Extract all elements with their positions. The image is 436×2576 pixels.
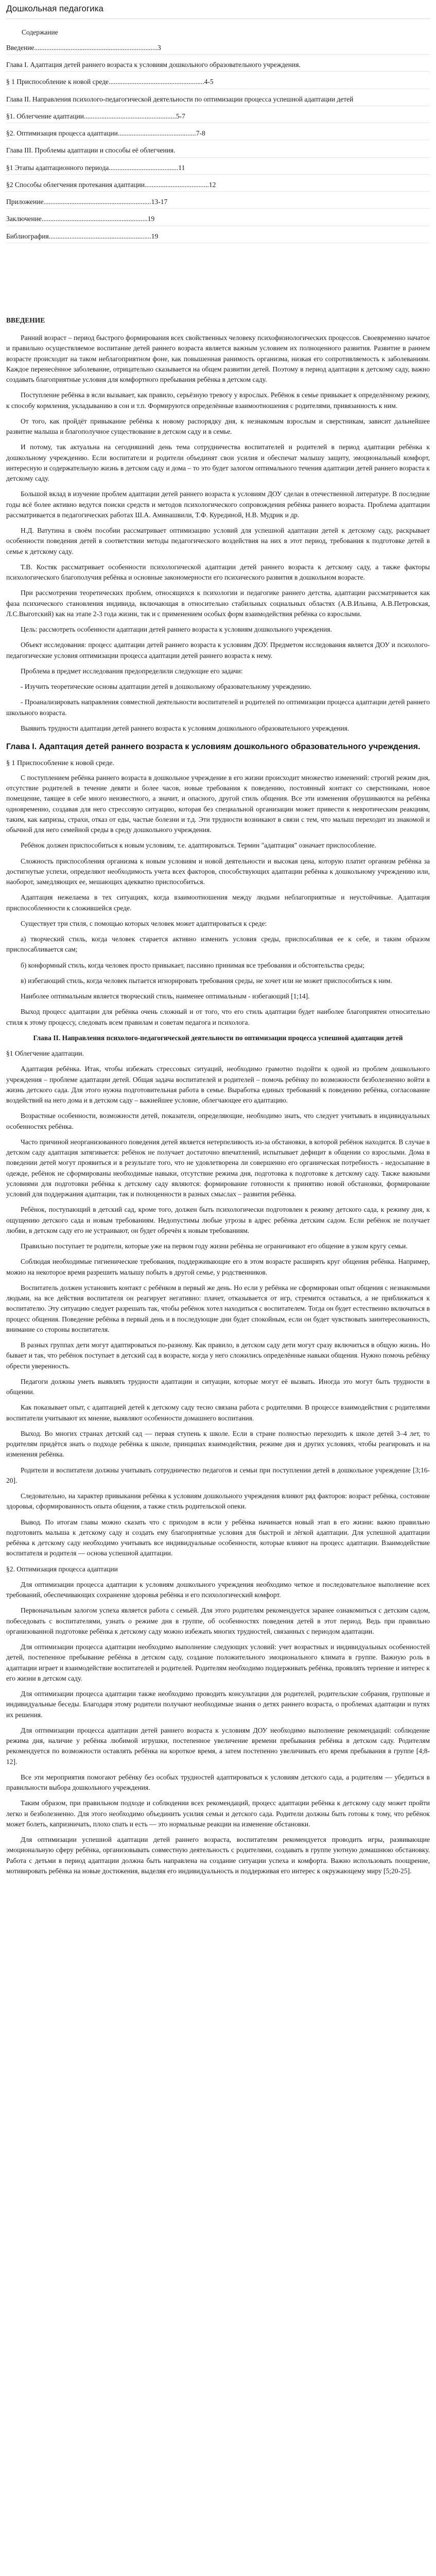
paragraph: Воспитатель должен установить контакт с ребёнком в первый же день. Но если у ребёнка не сформирован опыт общения с незнакомыми людьми, на все действия воспитателя он реагирует негативно: плачет, отказывается от игр, стремится оставаться, а не приближаться к воспитателю. Эту ситуацию следует разрешать так, чтобы ребёнок хотел находиться с воспитателем. Тогда он будет естественно включаться в процесс общения. Поведение ребёнка в первый день и в последующие дни будет спокойным, если он будет чувствовать заинтересованность, внимание со стороны воспитателя. — [6, 1283, 430, 1333]
paragraph: Первоначальным залогом успеха является работа с семьёй. Для этого родителям рекомендуется заранее ознакомиться с детским садом, побеседовать с воспитателями, узнать о режиме дня в группе, об особенностях поведения детей в этот период. Ведь при правильно организованной подготовке ребёнка к детскому саду можно избежать многих трудностей, связанных с периодом адаптации. — [6, 1606, 430, 1635]
paragraph: Выход процесс адаптации для ребёнка очень сложный и от того, что его стиль адаптации будет наиболее благоприятен относительно стиля к этому процессу, следовать всем правилам и советам педагога и психолога. — [6, 1008, 430, 1026]
document-content — [6, 27, 430, 1877]
paragraph: а) творческий стиль, когда человек старается активно изменить условия среды, приспосабливая ее к себе, и таким образом приспосабливается сам; — [6, 935, 430, 954]
paragraph: в) избегающий стиль, когда человек пытается игнорировать требования среды, не хочет или не может приспособиться к ним. — [21, 976, 392, 985]
paragraph: Адаптация ребёнка. Итак, чтобы избежать стрессовых ситуаций, необходимо грамотно подойти к одной из проблем дошкольного учреждения – проблеме адаптации детей. Общая задача воспитателей и родителей – помочь ребёнку по возможности безболезненно войти в жизнь детского сада. Для этого нужна подготовительная работа в семье. Выработка единых требований к поведению ребёнка, согласование воздействий на него дома и в детском саду – важнейшее условие, облегчающее его адаптацию. — [6, 1065, 430, 1105]
paragraph: Правильно поступает те родители, которые уже на первом году жизни ребёнка не ограничивают его общение в узком кругу семьи. — [21, 1242, 408, 1250]
paragraph: Часто причиной неорганизованного поведения детей является нетерпеливость из-за обстановки, в которой ребёнок находится. В случае в детском саду адаптация затягивается: ребёнок не получает достаточно впечатлений, испытывает дефицит в общении со взрослыми. Дома в поведении детей могут проявиться и в результате того, что не удовлетворена ли совершенно его органическая потребность - недосыпание в одежде, ребёнок не сформированы необходимые навыки, отсутствие режима дня, подготовка к подготовке к детскому саду. Также важными условиями для подготовки ребёнка к детскому саду являются: формирование готовности к принятию новой обстановки, формирование условий для поддержания адаптации, так и полноценности в разных смыслах – развития ребёнка. — [6, 1138, 430, 1198]
paragraph: Цель: рассмотреть особенности адаптации детей раннего возраста к условиям дошкольного учреждения. — [21, 625, 332, 633]
chapter-2-section-2-body — [6, 1580, 430, 1876]
paragraph: Для оптимизации процесса адаптации необходимо выполнение следующих условий: учет возрастных и индивидуальных особенностей детей, постепенное пребывание ребёнка в детском саду, создание положительного эмоционального климата в группе. Важную роль в адаптации играет и взаимодействие воспитателей и родителей. Родителям необходимо поддерживать ребёнка, проявлять терпение и интерес к его жизни в детском саду. — [6, 1643, 430, 1682]
paragraph: Большой вклад в изучение проблем адаптации детей раннего возраста к условиям ДОУ сделан в отечественной литературе. В последние годы всё более активно ведутся поиски средств и методов психологического сопровождения ребёнка раннего возраста. Проблема адаптации рассматривается в педагогических работах Ш.А. Аминашвили, Т.Ф. Курединой, Н.В. Мудрик и др. — [6, 490, 430, 519]
intro-section — [6, 333, 430, 734]
paragraph: С поступлением ребёнка раннего возраста в дошкольное учреждение в его жизни происходит множество изменений: строгий режим дня, отсутствие родителей в течение девяти и более часов, новые требования к поведению, постоянный контакт со сверстниками, новое помещение, таящее в себе много неизвестного, а значит, и опасного, другой стиль общения. Все эти изменения обрушиваются на ребёнка одновременно, создавая для него стрессовую ситуацию, которая без специальной организации может привести к невротическим реакциям, таким, как капризы, страхи, отказ от еды, частые болезни и т.д. Эти трудности возникают в связи с тем, что малыш переходит из знакомой и обычной для него семейной среды в среду дошкольного учреждения. — [6, 773, 430, 834]
paragraph: Для оптимизации успешной адаптации детей раннего возраста, воспитателям рекомендуется проводить игры, развивающие эмоциональную сферу ребёнка, организовывать совместную деятельность с родителями, создавать в группе уютную домашнюю обстановку. Работа с детьми в период адаптации должна быть направлена на создание ситуации успеха и комфорта. Важно использовать поощрение, мотивировать ребёнка на новые достижения, выделяя его индивидуальность и поддерживая его интерес к окружающему миру [5;20-25]. — [6, 1836, 430, 1875]
paragraph: Объект исследования: процесс адаптации детей раннего возраста к условиям ДОУ. Предметом исследования является ДОУ и психолого-педагогические условия оптимизации процесса адаптации детей раннего возраста к нему. — [6, 641, 430, 659]
intro-heading: ВВЕДЕНИЕ — [6, 316, 45, 324]
toc-item: Глава I. Адаптация детей раннего возраста к условиям дошкольного образовательного учреждения. — [6, 60, 430, 72]
chapter-1-title: Глава I. Адаптация детей раннего возраста к условиям дошкольного образовательного учреждения. — [6, 742, 421, 751]
paragraph: Ребёнок, поступающий в детский сад, кроме того, должен быть психологически подготовлен к режиму детского сада, к режиму дня, к ощущению детского сада и новым требованиям. Недопустимы любые угрозы в адрес ребёнка детским садом. Если ребёнок не получает любви, в детском саду его не устраивают, он будет обречён к новым требованиям. — [6, 1206, 430, 1234]
chapter-2-body — [6, 1064, 430, 1558]
paragraph: Наиболее оптимальным является творческий стиль, наименее оптимальным - избегающий [1;14]. — [21, 992, 310, 1001]
blank-space — [6, 248, 430, 315]
paragraph: Поступление ребёнка в ясли вызывает, как правило, серьёзную тревогу у взрослых. Ребёнок в семье привыкает к определённому режиму, к способу кормления, укладыванию в сон и т.п. Формируются определённые взаимоотношения с родителями, привязанность к ним. — [6, 391, 430, 410]
paragraph: - Проанализировать направления совместной деятельности воспитателей и родителей по оптимизации процесса адаптации детей раннего школьного возраста. — [6, 698, 430, 717]
paragraph: Выход. Во многих странах детский сад — первая ступень к школе. Если в стране полностью переходить к школе детей 3–4 лет, то родителям придётся знать о подходе ребёнка к школе, принципах взаимодействия, режиме дня и других условиях, чтобы реагировать и на изменения ребёнка. — [6, 1429, 430, 1459]
paragraph: Ранний возраст – период быстрого формирования всех свойственных человеку психофизиологических процессов. Своевременно начатое и правильно осуществляемое воспитание детей раннего возраста является важным условием их полноценного развития. Развитие в раннем возрасте происходит на таком неблагоприятном фоне, как повышенная ранимость организма, низкая его сопротивляемость к заболеваниям. Каждое перенесённое заболевание, отрицательно сказывается на общем развитии детей. Поэтому в период адаптации к детскому саду, важно создавать благоприятные условия для комфортного пребывания ребёнка в детском саду. — [6, 334, 430, 383]
paragraph: От того, как пройдёт привыкание ребёнка к новому распорядку дня, к незнакомым взрослым и сверстникам, зависит дальнейшее развитие малыша и благополучное существование в детском саду и в семье. — [6, 417, 430, 435]
paragraph: И потому, так актуальна на сегодняшний день тема сотрудничества воспитателей и родителей в период адаптации ребёнка к дошкольному учреждению. Если воспитатели и родители объединят свои усилия и обеспечат малышу защиту, эмоциональный комфорт, интересную и содержательную жизнь в детском саду и дома – то это будет залогом оптимального течения адаптации детей раннего возраста к детскому саду. — [6, 443, 430, 482]
paragraph: Следовательно, на характер привыкания ребёнка к условиям дошкольного учреждения влияют ряд факторов: возраст ребёнка, состояние здоровья, сформированность опыта общения, а также стиль родительской опеки. — [6, 1492, 430, 1511]
paragraph: Возрастные особенности, возможности детей, показатели, определяющие, необходимо знать, что следует учитывать в индивидуальных особенностях ребёнка. — [6, 1112, 430, 1130]
paragraph: Для оптимизации процесса адаптации детей раннего возраста к условиям ДОУ необходимо выполнение рекомендаций: соблюдение режима дня, наличие у ребёнка любимой игрушки, постепенное увеличение времени пребывания ребёнка в детском саду. Родителям рекомендуется по возможности оставлять ребёнка на короткое время, а затем постепенно увеличивать его время пребывания в группе [4;8-12]. — [6, 1726, 430, 1766]
toc-item: Глава III. Проблемы адаптации и способы её облегчения. — [6, 145, 430, 157]
paragraph: Соблюдая необходимые гигиенические требования, поддерживающие его в этом возрасте расширять круг общения ребёнка. Например, можно на некоторое время разрешить малышу побыть в другой семье, у родственников. — [6, 1258, 430, 1276]
paragraph: Выявить трудности адаптации детей раннего возраста к условиям дошкольного образовательного учреждения. — [21, 724, 350, 732]
toc-item: Введение.......................................................................3 — [6, 43, 430, 55]
chapter-1-section-label — [6, 758, 430, 769]
toc-item: Глава II. Направления психолого-педагогической деятельности по оптимизации процесса успешной адаптации детей — [6, 94, 430, 106]
toc-item: §1. Облегчение адаптации.....................................................5-7 — [6, 111, 430, 123]
chapter-2-title: Глава II. Направления психолого-педагогической деятельности по оптимизации процесса успешной адаптации детей — [33, 1033, 403, 1042]
paragraph: Ребёнок должен приспособиться к новым условиям, т.е. адаптироваться. Термин "адаптация" означает приспособление. — [21, 841, 376, 850]
toc-item: §2 Способы облегчения протекания адаптации.....................................12 — [6, 180, 430, 192]
site-title: Дошкольная педагогика — [6, 4, 103, 13]
paragraph: Все эти мероприятия помогают ребёнку без особых трудностей адаптироваться к условиям детского сада, а родителям — убедиться в правильности выбора дошкольного учреждения. — [6, 1773, 430, 1792]
chapter-2-section-1-label: §1 Облегчение адаптации. — [6, 1049, 84, 1058]
toc-item: § 1 Приспособление к новой среде.......................................................4-5 — [6, 77, 430, 89]
paragraph: Т.В. Костяк рассматривает особенности психологической адаптации детей раннего возраста к детскому саду, а также факторы психологического благополучия ребёнка и основные закономерности его психического развития в дошкольном возрасте. — [6, 563, 430, 581]
paragraph: Вывод. По итогам главы можно сказать что с приходом в ясли у ребёнка начинается новый этап в его жизни: важно правильно подготовить малыша к детскому саду и создать ему благоприятные условия для быстрой и лёгкой адаптации. Для успешной адаптации ребёнка к детскому саду необходимо учитывать все индивидуальные особенности, которые влияют на процесс адаптации. Взаимодействие воспитателя и родителя — основа успешной адаптации. — [6, 1518, 430, 1557]
paragraph: Таким образом, при правильном подходе и соблюдении всех рекомендаций, процесс адаптации ребёнка к детскому саду может пройти легко и безболезненно. Для этого необходимо объединить усилия семьи и детского сада. Родители должны быть готовы к тому, что ребёнок может болеть, капризничать, плохо спать и есть — это нормальные реакции на изменение обстановки. — [6, 1799, 430, 1828]
paragraph: Адаптация нежелаема в тех ситуациях, когда взаимоотношения между людьми неблагоприятные и неустойчивые. Адаптация приспособленности к сложившейся среде. — [6, 893, 430, 912]
paragraph: Как показывает опыт, с адаптацией детей к детскому саду тесно связана работа с родителями. В процессе взаимодействия с родителями воспитатели учитывают их мнение, выявляют особенности домашнего воспитания. — [6, 1403, 430, 1422]
paragraph: Для оптимизации процесса адаптации к условиям дошкольного учреждения необходимо четкое и последовательное выполнение всех требований, обеспечивающих сохранение здоровья ребёнка и его психологический комфорт. — [6, 1580, 430, 1599]
table-of-contents — [6, 27, 430, 243]
paragraph: При рассмотрении теоретических проблем, относящихся к психологии и педагогике раннего детства, адаптации рассматривается как фаза психического становления индивида, включающая в относительно стабильных социальных областях (А.В.Ильина, А.В.Петровская, Л.С.Выготский) как на этапе 2-3 года жизни, так и с применением особых форм взаимодействия ребёнка со взрослыми. — [6, 589, 430, 618]
section-label-text: § 1 Приспособление к новой среде. — [6, 759, 114, 767]
paragraph: Проблема в предмет исследования предопределили следующие его задачи: — [21, 667, 243, 675]
chapter-1-body — [6, 773, 430, 1028]
paragraph: - Изучить теоретические основы адаптации детей в дошкольному образовательному учреждению. — [21, 683, 312, 690]
toc-item: Библиография...........................................................19 — [6, 231, 430, 243]
paragraph: Существует три стиля, с помощью которых человек может адаптироваться к среде: — [21, 919, 267, 927]
site-header — [6, 0, 430, 19]
toc-item: Заключение.............................................................19 — [6, 214, 430, 226]
toc-title: Содержание — [22, 28, 58, 36]
paragraph: Родители и воспитатели должны учитывать сотрудничество педагогов и семьи при поступлении детей в дошкольное учреждение [3;16-20]. — [6, 1466, 430, 1484]
toc-item: §2. Оптимизация процесса адаптации.............................................7-8 — [6, 128, 430, 140]
paragraph: В разных группах дети могут адаптироваться по-разному. Как правило, в детском саду дети могут сразу включиться в общую жизнь. Но бывает и так, что ребёнок поступает в детский сад в возрасте, когда у него сложились определённые навыки общения. Нужно помочь ребёнку обрести уверенность. — [6, 1341, 430, 1370]
paragraph: Для оптимизации процесса адаптации также необходимо проводить консультации для родителей, родительские собрания, групповые и индивидуальные беседы. Благодаря этому родители получают необходимые знания о детях раннего возраста, о проблемах адаптации и путях их решения. — [6, 1690, 430, 1719]
paragraph: Педагоги должны уметь выявлять трудности адаптации и ситуации, которые могут её вызвать. Иногда это могут быть трудности в общении. — [6, 1377, 430, 1396]
toc-item: §1 Этапы адаптационного периода........................................11 — [6, 163, 430, 175]
paragraph: б) конформный стиль, когда человек просто привыкает, пассивно принимая все требования и обстоятельства среды; — [21, 961, 364, 969]
paragraph: Н.Д. Ватутина в своём пособии рассматривает оптимизацию условий для успешной адаптации детей к детскому саду, раскрывает особенности поведения детей в соответствии методы педагогического воздействия на них в этот период, требования к подготовке детей в семье к детскому саду. — [6, 527, 430, 555]
paragraph: Сложность приспособления организма к новым условиям и новой деятельности и высокая цена, которую платит организм ребёнка за достигнутые успехи, определяют необходимость учета всех факторов, способствующих адаптации ребёнка к дошкольному учреждению или, наоборот, замедляющих ее, мешающих адекватно приспособиться. — [6, 857, 430, 886]
chapter-2-section-2-label: §2. Оптимизация процесса адаптации — [6, 1565, 118, 1573]
toc-item: Приложение..............................................................13-17 — [6, 197, 430, 209]
